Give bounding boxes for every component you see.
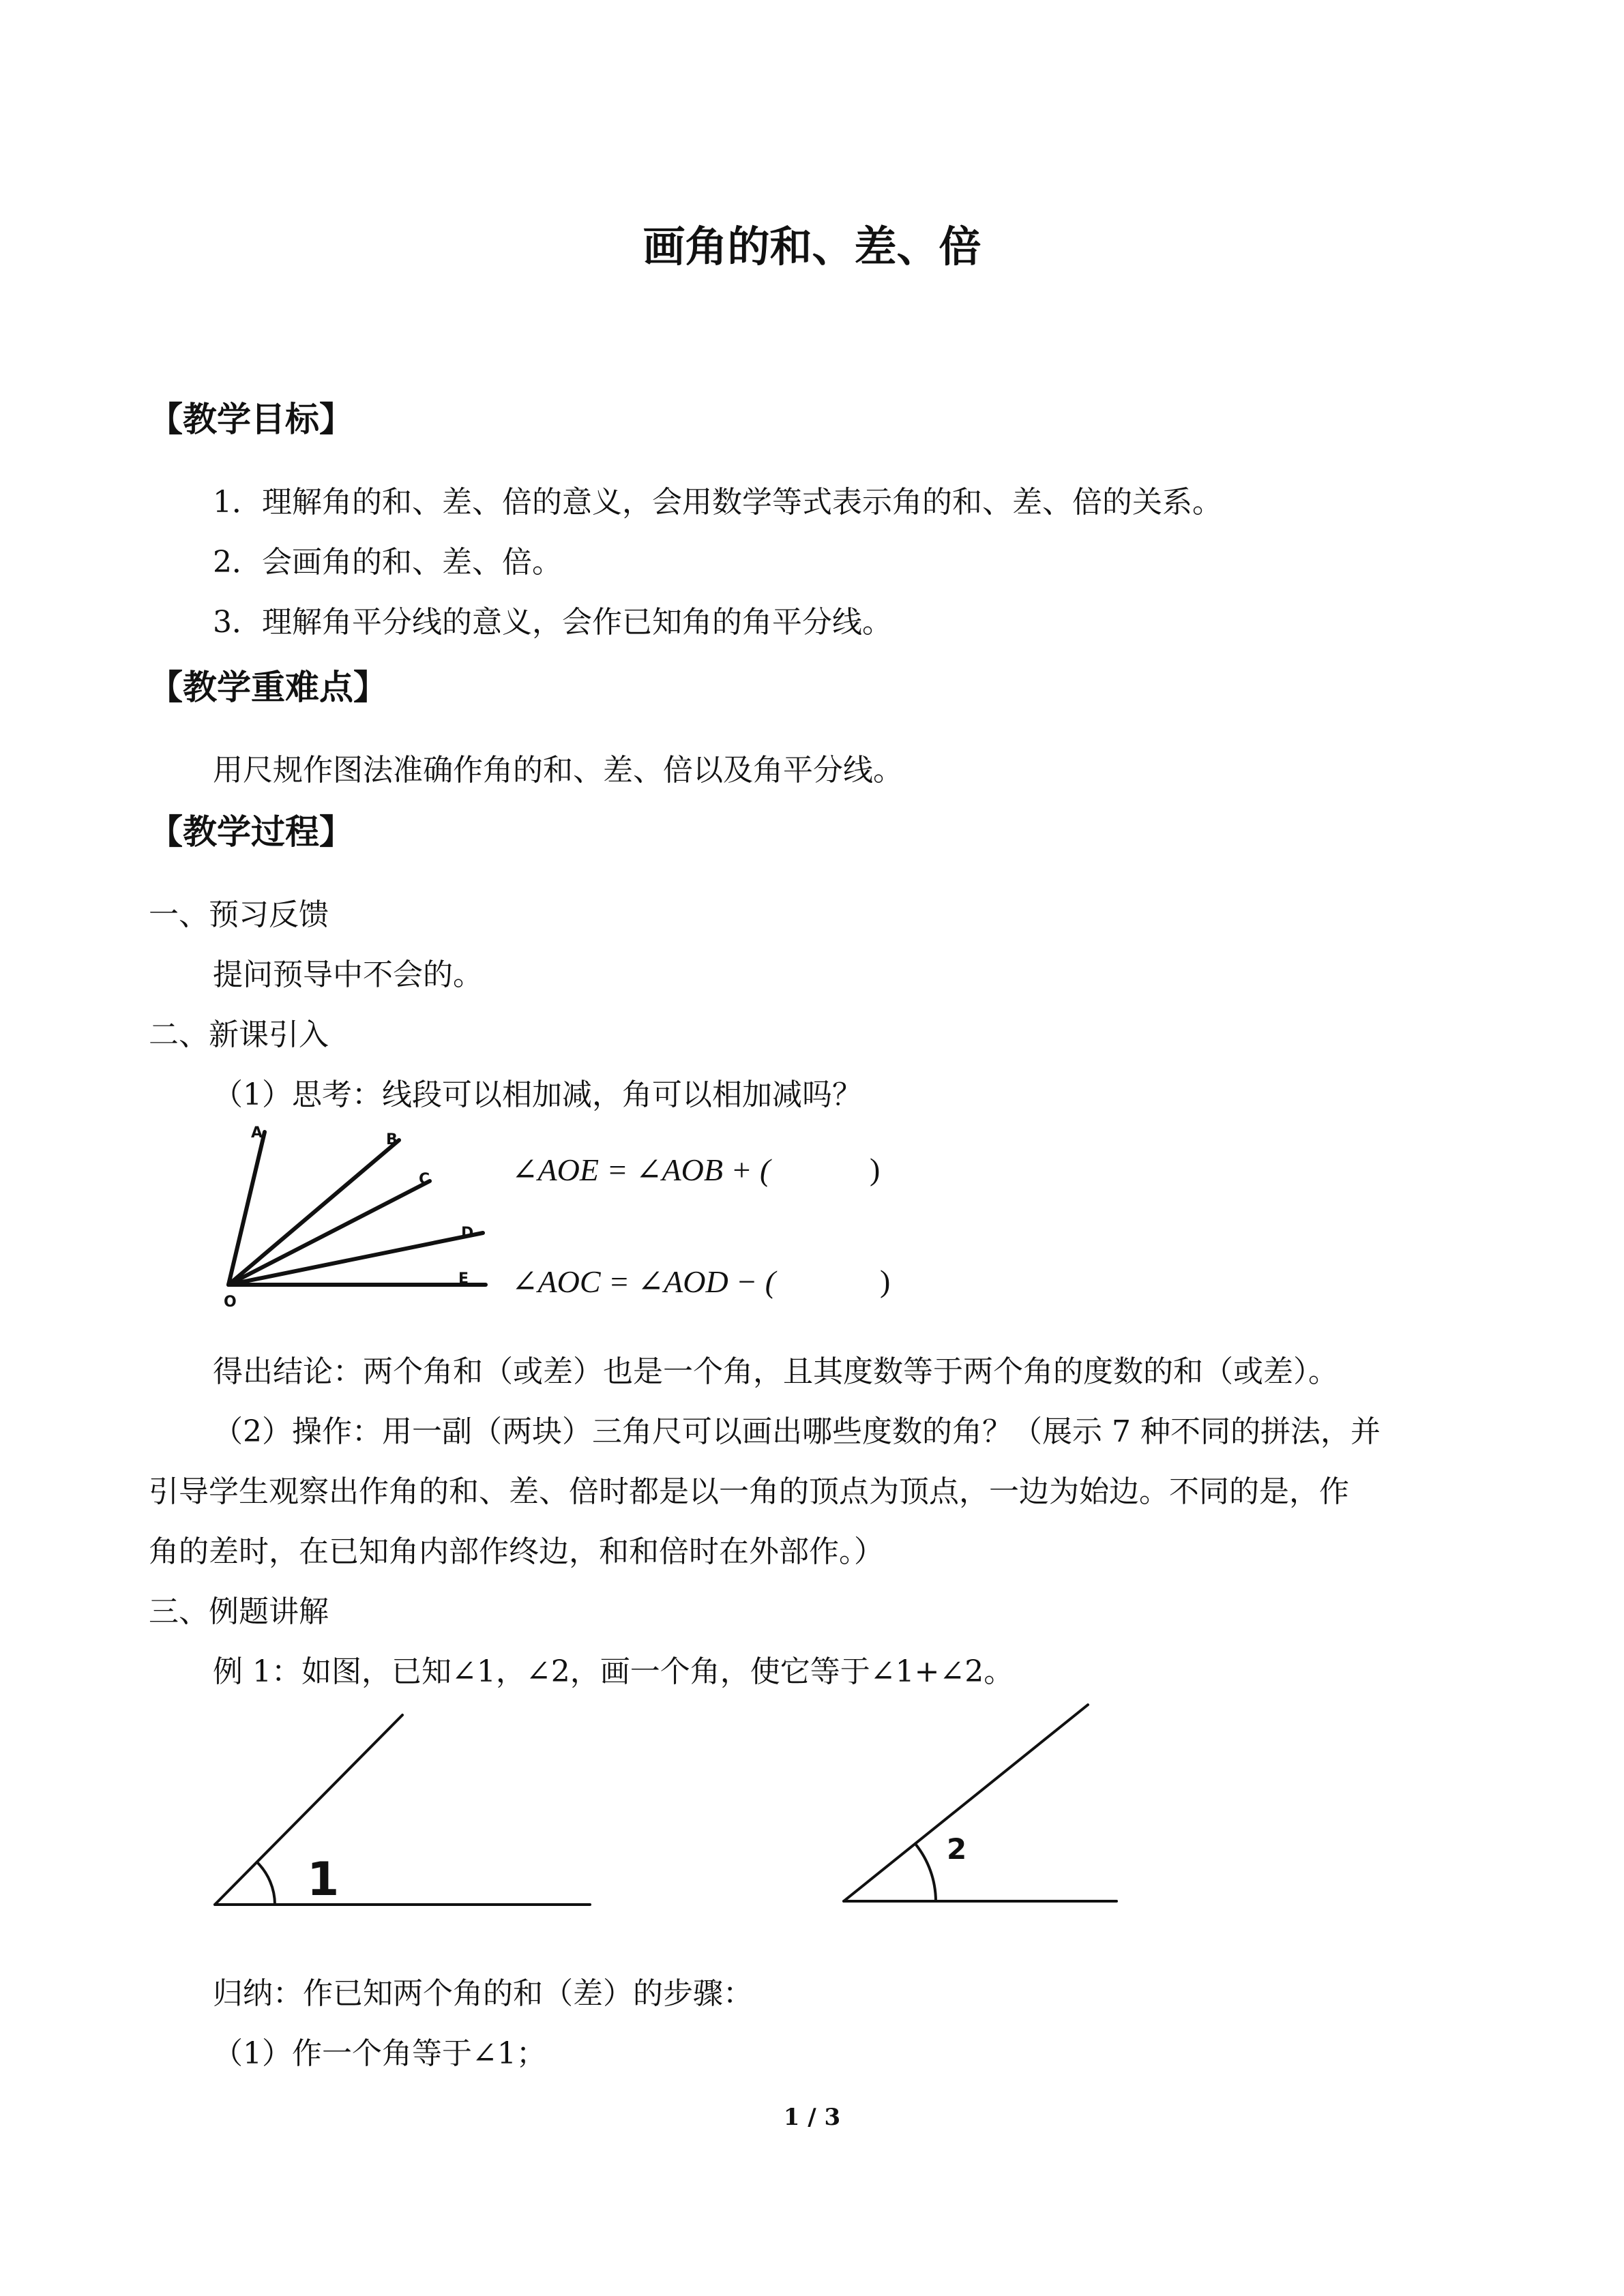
goal-item: 3．理解角平分线的意义，会作已知角的角平分线。 [213, 605, 892, 640]
operation-text: （2）操作：用一副（两块）三角尺可以画出哪些度数的角？（展示 7 种不同的拼法，并 [213, 1414, 1381, 1449]
section-example-heading: 三、例题讲解 [149, 1594, 329, 1629]
goals-heading: 【教学目标】 [149, 400, 353, 439]
page-number: 1 / 3 [783, 2104, 841, 2131]
equation-2-right: ) [880, 1264, 891, 1298]
section-preview-heading: 一、预习反馈 [149, 897, 329, 932]
section-preview-text: 提问预导中不会的。 [213, 957, 483, 992]
goal-item: 1．理解角的和、差、倍的意义，会用数学等式表示角的和、差、倍的关系。 [213, 485, 1222, 520]
summary-text: 归纳：作已知两个角的和（差）的步骤： [213, 1976, 753, 2011]
operation-text: 角的差时，在已知角内部作终边，和和倍时在外部作。） [149, 1534, 884, 1569]
angle-1-arc [257, 1862, 275, 1905]
angle-1-label: 1 [307, 1853, 340, 1907]
label-o: O [224, 1294, 237, 1311]
section-intro-heading: 二、新课引入 [149, 1017, 329, 1052]
equation-1-right: ) [870, 1152, 881, 1187]
equation-1-left: ∠AOE = ∠AOB + ( [512, 1152, 771, 1187]
label-b: B [386, 1131, 398, 1148]
key-points-heading: 【教学重难点】 [149, 668, 387, 707]
think-question: （1）思考：线段可以相加减，角可以相加减吗？ [213, 1077, 862, 1112]
process-heading: 【教学过程】 [149, 812, 353, 852]
goal-item: 2．会画角的和、差、倍。 [213, 545, 562, 580]
key-points-text: 用尺规作图法准确作角的和、差、倍以及角平分线。 [213, 753, 903, 788]
label-e: E [458, 1270, 469, 1287]
operation-text: 引导学生观察出作角的和、差、倍时都是以一角的顶点为顶点，一边为始边。不同的是，作 [149, 1474, 1349, 1509]
label-d: D [461, 1225, 474, 1242]
angle-2-label: 2 [947, 1832, 967, 1866]
angle-2-arc [915, 1844, 936, 1901]
conclusion-text: 得出结论：两个角和（或差）也是一个角，且其度数等于两个角的度数的和（或差）。 [213, 1354, 1338, 1389]
angle-2-side [844, 1705, 1088, 1901]
example-1-text: 例 1：如图，已知∠1，∠2，画一个角，使它等于∠1+∠2。 [213, 1654, 1014, 1689]
page-title: 画角的和、差、倍 [643, 222, 981, 271]
label-c: C [419, 1171, 430, 1188]
label-a: A [251, 1124, 263, 1142]
equation-2-left: ∠AOC = ∠AOD − ( [512, 1264, 776, 1299]
step-1-text: （1）作一个角等于∠1； [213, 2036, 546, 2071]
